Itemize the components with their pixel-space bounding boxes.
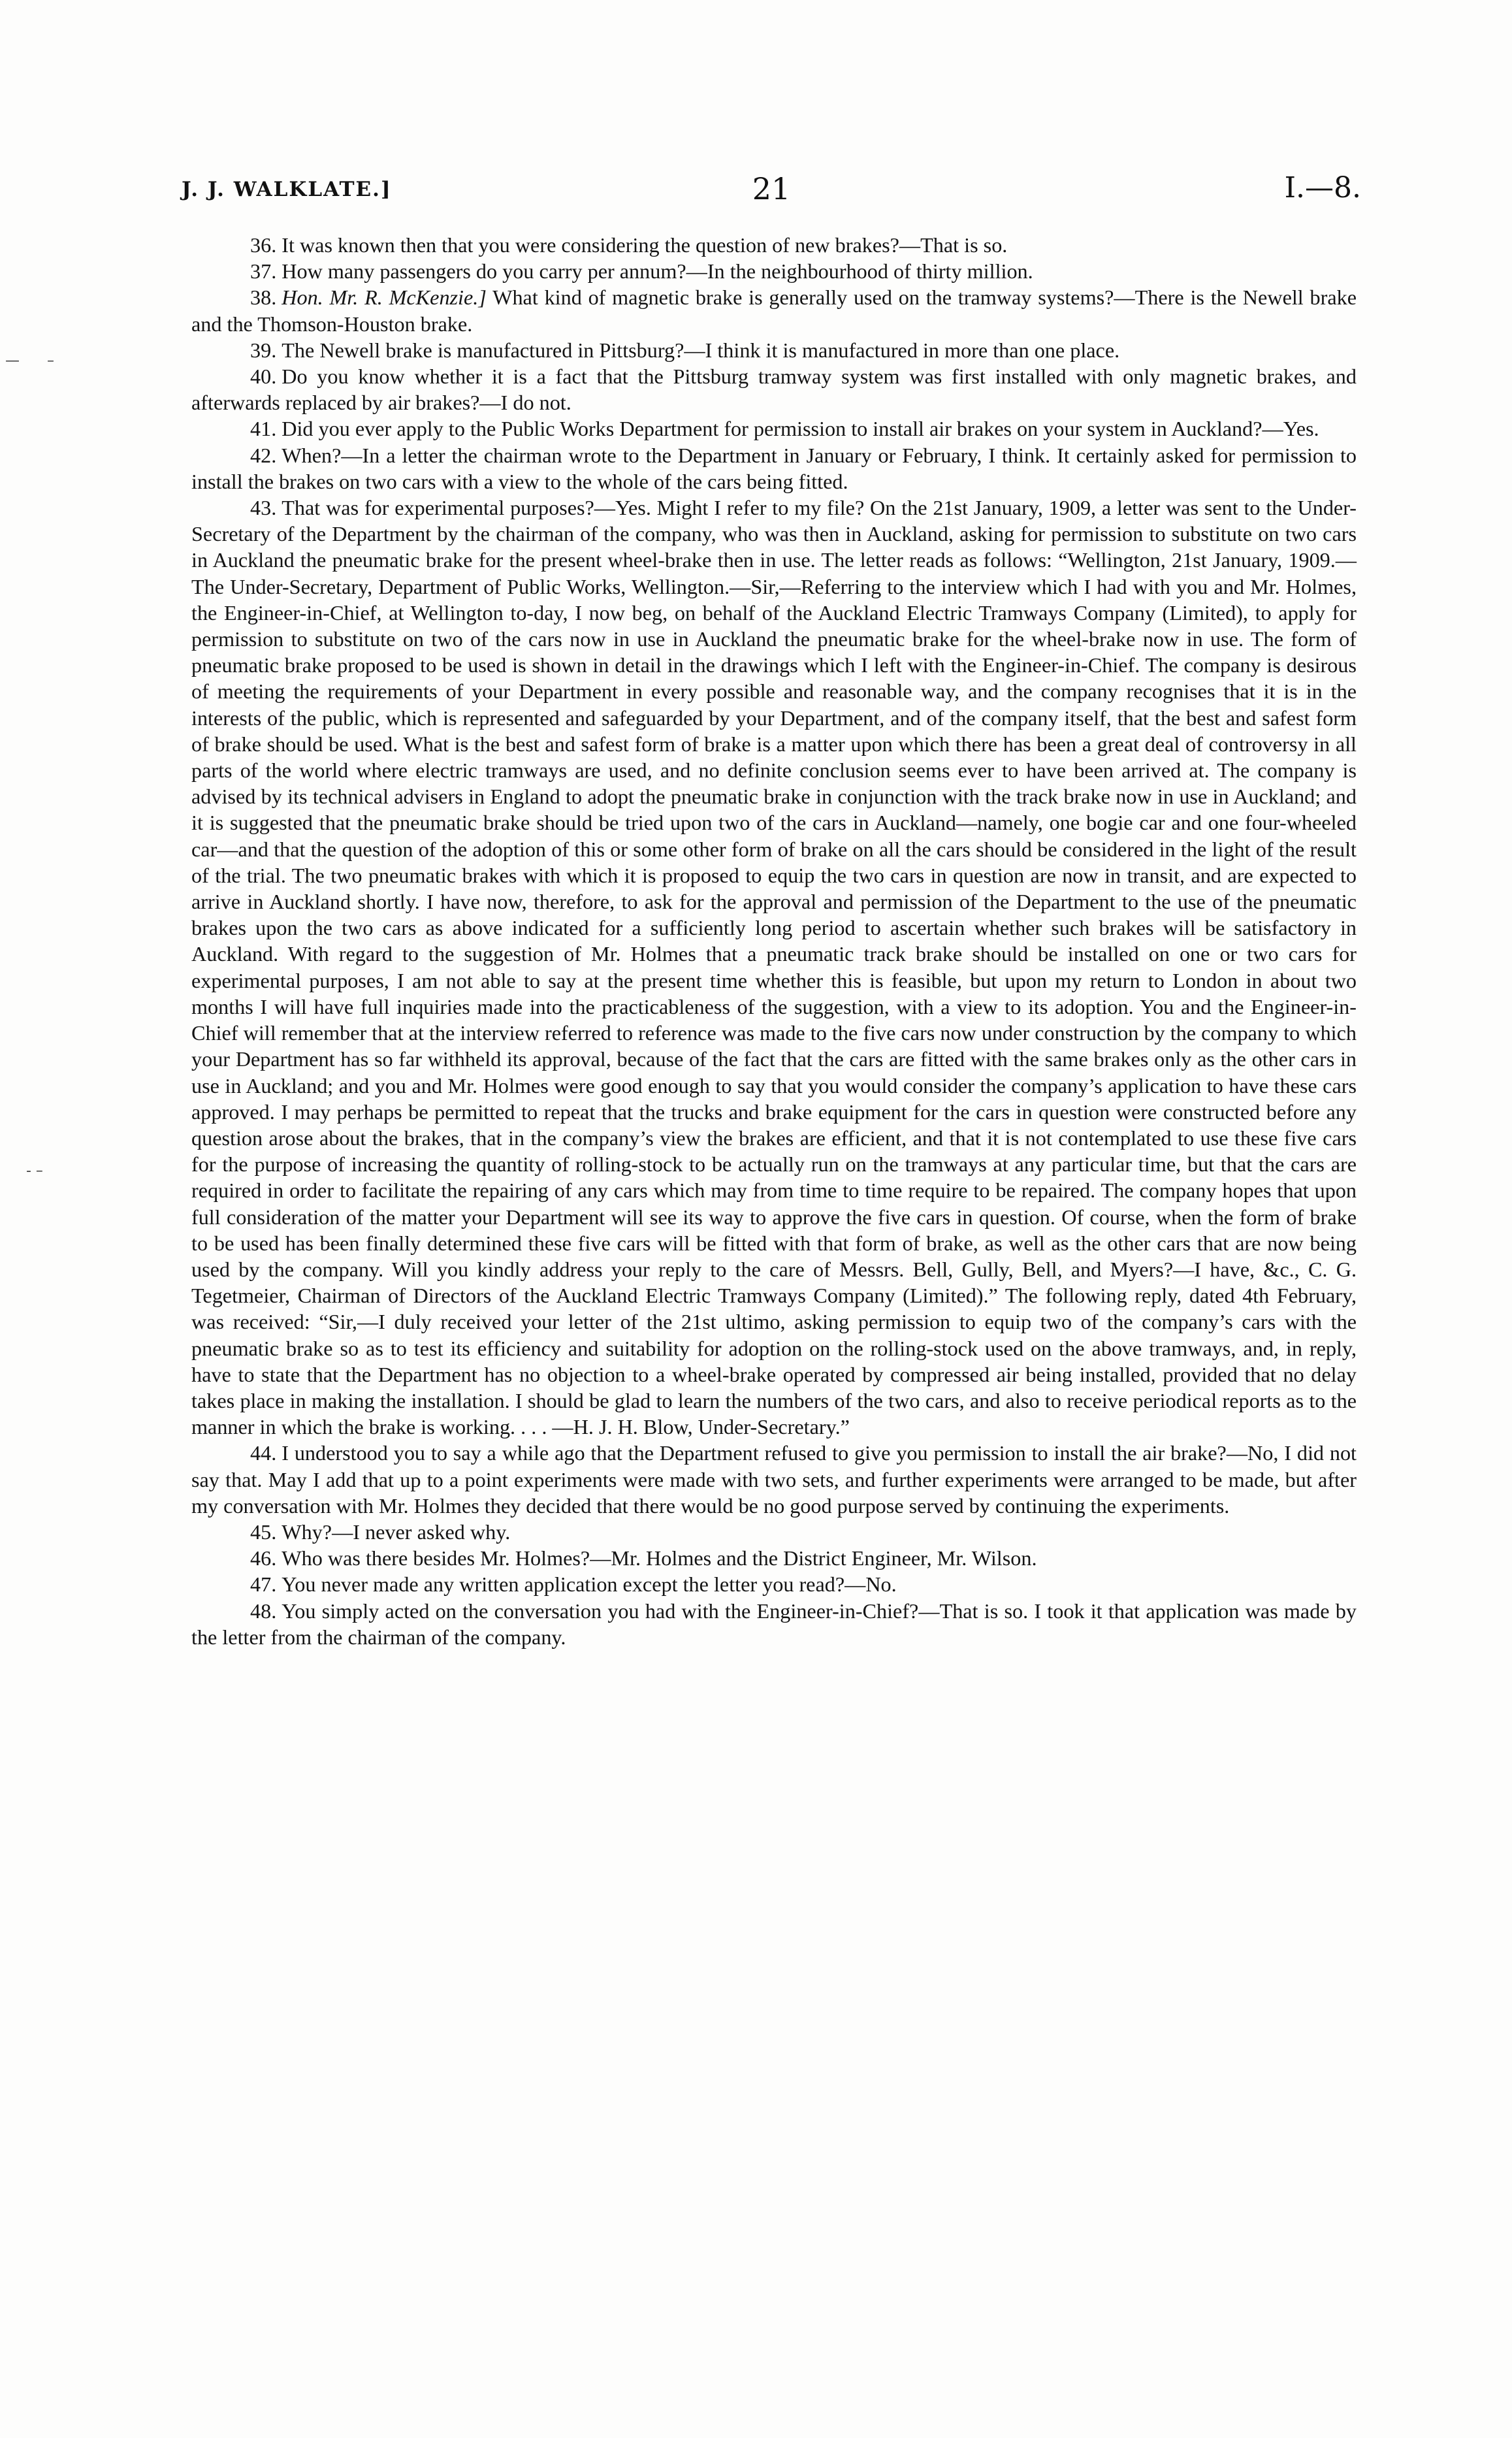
question-number: 42. bbox=[250, 443, 277, 467]
question-paragraph bbox=[191, 232, 1357, 258]
question-paragraph bbox=[191, 442, 1357, 495]
question-paragraph bbox=[191, 1440, 1357, 1519]
question-text: Who was there besides Mr. Holmes?—Mr. Holmes and the District Engineer, Mr. Wilson. bbox=[281, 1546, 1037, 1570]
header-witness-name: J. J. WALKLATE.] bbox=[182, 178, 392, 201]
question-number: 44. bbox=[250, 1441, 277, 1465]
question-text: The Newell brake is manufactured in Pittsburg?—I think it is manufactured in more than one place. bbox=[281, 338, 1120, 362]
question-number: 43. bbox=[250, 496, 277, 520]
question-text: How many passengers do you carry per annum?—In the neighbourhood of thirty million. bbox=[281, 259, 1033, 284]
question-text: That was for experimental purposes?—Yes. Might I refer to my file? On the 21st January, 1909, a letter was sent to the Under-Secretary of the Department by the chairman of the company, who was then in Auckland, asking for permission to substitute on two cars in Auckland the pneumatic brake for the present wheel-brake then in use. The letter reads as follows: “Wellington, 21st January, 1909.—The Under-Secretary, Department of Public Works, Wellington.—Sir,—Referring to the interview which I had with you and Mr. Holmes, the Engineer-in-Chief, at Wellington to-day, I now beg, on behalf of the Auckland Electric Tramways Company (Limited), to apply for permission to substitute on two of the cars now in use in Auckland the pneumatic brake for the wheel-brake now in use. The form of pneumatic brake proposed to be used is shown in detail in the drawings which I left with the Engineer-in-Chief. The company is desirous of meeting the requirements of your Department in every possible and reasonable way, and the company recognises that it is in the interests of the public, which is represented and safeguarded by your Department, and of the company itself, that the best and safest form of brake should be used. What is the best and safest form of brake is a matter upon which there has been a great deal of controversy in all parts of the world where electric tramways are used, and no definite conclusion seems ever to have been arrived at. The company is advised by its technical advisers in England to adopt the pneumatic brake in conjunction with the track brake now in use in Auckland; and it is suggested that the pneumatic brake should be tried upon two of the cars in Auckland—namely, one bogie car and one four-wheeled car—and that the question of the adoption of this or some other form of brake on all the cars should be considered in the light of the result of the trial. The two pneumatic brakes with which it is proposed to equip the two cars in question are now in transit, and are expected to arrive in Auckland shortly. I have now, therefore, to ask for the approval and permission of the Department to the use of the pneumatic brakes upon the two cars as above indicated for a sufficiently long period to ascertain whether such brakes will be satisfactory in Auckland. With regard to the suggestion of Mr. Holmes that a pneumatic track brake should be installed on one or two cars for experimental purposes, I am not able to say at the present time whether this is feasible, but upon my return to London in about two months I will have full inquiries made into the practicableness of the suggestion, with a view to its adoption. You and the Engineer-in-Chief will remember that at the interview referred to reference was made to the five cars now under construction by the company to which your Department has so far withheld its approval, because of the fact that the cars are fitted with the same brakes only as the other cars in use in Auckland; and you and Mr. Holmes were good enough to say that you would consider the company’s application to have these cars approved. I may perhaps be permitted to repeat that the trucks and brake equipment for the cars in question were constructed before any question arose about the brakes, that in the company’s view the brakes are efficient, and that it is not contemplated to use these five cars for the purpose of increasing the quantity of rolling-stock to be actually run on the tramways at any particular time, but that the cars are required in order to facilitate the repairing of any cars which may from time to time require to be repaired. The company hopes that upon full consideration of the matter your Department will see its way to approve the five cars in question. Of course, when the form of brake to be used has been finally determined these five cars will be fitted with that form of brake, as well as the other cars that are now being used by the company. Will you kindly address your reply to the care of Messrs. Bell, Gully, Bell, and Myers?—I have, &c., C. G. Tegetmeier, Chairman of Directors of the Auckland Electric Tramways Company (Limited).” The following reply, dated 4th February, was received: “Sir,—I duly received your letter of the 21st ultimo, asking permission to equip two of the company’s cars with the pneumatic brake so as to test its efficiency and suitability for adoption on the rolling-stock used on the above tramways, and, in reply, have to state that the Department has no objection to a wheel-brake operated by compressed air being installed, provided that no delay takes place in making the installation. I should be glad to learn the numbers of the two cars, and also to receive periodical reports as to the manner in which the brake is working. . . . —H. J. H. Blow, Under-Secretary.” bbox=[191, 496, 1357, 1439]
question-number: 47. bbox=[250, 1572, 277, 1597]
margin-mark: ‑ – bbox=[26, 1163, 43, 1179]
question-text: You simply acted on the conversation you had with the Engineer-in-Chief?—That is so. I took it that application was made by the letter from the chairman of the company. bbox=[191, 1599, 1357, 1649]
question-paragraph bbox=[191, 1519, 1357, 1545]
question-number: 40. bbox=[250, 365, 277, 389]
question-text: You never made any written application except the letter you read?—No. bbox=[281, 1572, 897, 1597]
question-paragraph bbox=[191, 363, 1357, 415]
question-number: 37. bbox=[250, 259, 277, 284]
question-paragraph bbox=[191, 415, 1357, 442]
question-number: 39. bbox=[250, 338, 277, 362]
question-number: 45. bbox=[250, 1520, 277, 1544]
question-text: Did you ever apply to the Public Works Department for permission to install air brakes on your system in Auckland?—Yes. bbox=[281, 417, 1319, 441]
page-header bbox=[182, 171, 1361, 210]
question-paragraph bbox=[191, 337, 1357, 363]
question-number: 46. bbox=[250, 1546, 277, 1570]
question-number: 38. bbox=[250, 285, 277, 310]
question-paragraph bbox=[191, 1545, 1357, 1571]
question-paragraph bbox=[191, 284, 1357, 336]
document-reference: I.—8. bbox=[1284, 171, 1361, 204]
testimony-body bbox=[191, 232, 1357, 1650]
question-text: When?—In a letter the chairman wrote to the Department in January or February, I think. It certainly asked for permission to install the brakes on two cars with a view to the whole of the cars being fitted. bbox=[191, 443, 1357, 493]
question-paragraph bbox=[191, 1598, 1357, 1650]
question-number: 36. bbox=[250, 233, 277, 257]
question-text: Do you know whether it is a fact that the Pittsburg tramway system was first installed with only magnetic brakes, and afterwards replaced by air brakes?—I do not. bbox=[191, 365, 1357, 415]
question-number: 41. bbox=[250, 417, 277, 441]
page-number: 21 bbox=[752, 171, 791, 206]
question-paragraph bbox=[191, 1571, 1357, 1597]
question-paragraph bbox=[191, 495, 1357, 1440]
margin-mark: — – bbox=[5, 353, 54, 369]
question-paragraph bbox=[191, 258, 1357, 284]
question-text: Why?—I never asked why. bbox=[281, 1520, 511, 1544]
speaker-name: Hon. Mr. R. McKenzie.] bbox=[281, 285, 487, 310]
question-text: What kind of magnetic brake is generally used on the tramway systems?—There is the Newell brake and the Thomson-Houston brake. bbox=[191, 285, 1357, 336]
question-number: 48. bbox=[250, 1599, 277, 1623]
question-text: It was known then that you were considering the question of new brakes?—That is so. bbox=[281, 233, 1008, 257]
question-text: I understood you to say a while ago that the Department refused to give you permission to install the air brake?—No, I did not say that. May I add that up to a point experiments were made with two sets, and further experiments were arranged to be made, but after my conversation with Mr. Holmes they decided that there would be no good purpose served by continuing the experiments. bbox=[191, 1441, 1357, 1518]
